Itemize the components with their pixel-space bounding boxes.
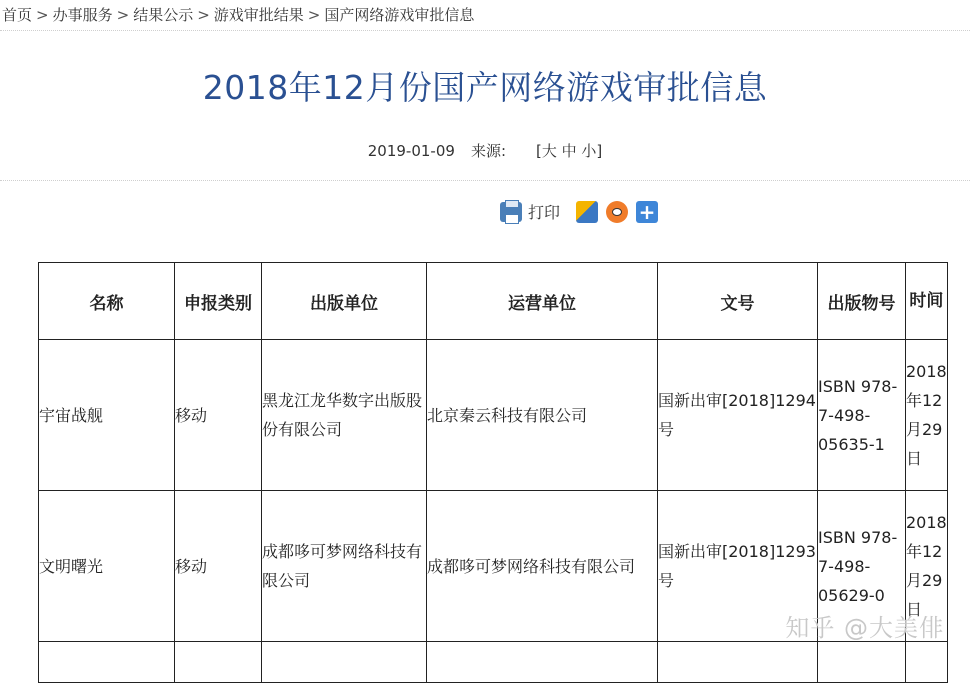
breadcrumb-services[interactable]: 办事服务: [52, 6, 113, 24]
print-icon[interactable]: [500, 202, 522, 222]
cell-operator: 北京秦云科技有限公司: [427, 340, 658, 491]
breadcrumb-separator: >: [307, 6, 321, 24]
breadcrumb-separator: >: [116, 6, 130, 24]
breadcrumb: [2, 4, 474, 25]
table-row: [39, 340, 948, 491]
cell-time: 2018年12月29日: [906, 340, 948, 491]
table-row: [39, 642, 948, 683]
cell-operator: 成都哆可梦网络科技有限公司: [427, 491, 658, 642]
breadcrumb-results[interactable]: 结果公示: [133, 6, 194, 24]
cell-category: 移动: [175, 491, 262, 642]
cell-category: 移动: [175, 340, 262, 491]
column-header-operator: 运营单位: [427, 263, 658, 340]
kaixin-share-icon[interactable]: [576, 201, 598, 223]
column-header-category: 申报类别: [175, 263, 262, 340]
cell-name: 文明曙光: [39, 491, 175, 642]
weibo-share-icon[interactable]: [606, 201, 628, 223]
column-header-publisher: 出版单位: [262, 263, 427, 340]
article-meta: [0, 140, 970, 161]
print-label[interactable]: 打印: [528, 203, 561, 222]
watermark: 知乎 @大美俳: [785, 614, 944, 642]
breadcrumb-separator: >: [36, 6, 49, 24]
breadcrumb-domestic-games[interactable]: 国产网络游戏审批信息: [324, 6, 475, 24]
column-header-approval-no: 文号: [658, 263, 818, 340]
page-title: 2018年12月份国产网络游戏审批信息: [202, 68, 768, 107]
cell-publisher: 成都哆可梦网络科技有限公司: [262, 491, 427, 642]
cell-approval-no: 国新出审[2018]1294号: [658, 340, 818, 491]
cell-isbn: ISBN 978-7-498-05635-1: [818, 340, 906, 491]
breadcrumb-separator: >: [197, 6, 210, 24]
column-header-isbn: 出版物号: [818, 263, 906, 340]
font-size-switcher[interactable]: [大 中 小]: [536, 142, 603, 160]
cell-isbn: ISBN 978-7-498-05629-0: [818, 491, 906, 642]
share-toolbar: [500, 200, 658, 223]
source-label: 来源:: [470, 142, 506, 160]
cell-time: 2018年12月29日: [906, 491, 948, 642]
column-header-time: 时间: [906, 263, 948, 340]
cell-name: 宇宙战舰: [39, 340, 175, 491]
breadcrumb-home[interactable]: 首页: [2, 6, 33, 24]
column-header-name: 名称: [39, 263, 175, 340]
publish-date: 2019-01-09: [367, 142, 455, 160]
more-share-icon[interactable]: +: [636, 201, 658, 223]
divider: [0, 180, 970, 181]
cell-publisher: 黑龙江龙华数字出版股份有限公司: [262, 340, 427, 491]
divider: [0, 30, 970, 31]
table-header-row: [39, 263, 948, 340]
cell-approval-no: 国新出审[2018]1293号: [658, 491, 818, 642]
breadcrumb-game-approvals[interactable]: 游戏审批结果: [213, 6, 304, 24]
